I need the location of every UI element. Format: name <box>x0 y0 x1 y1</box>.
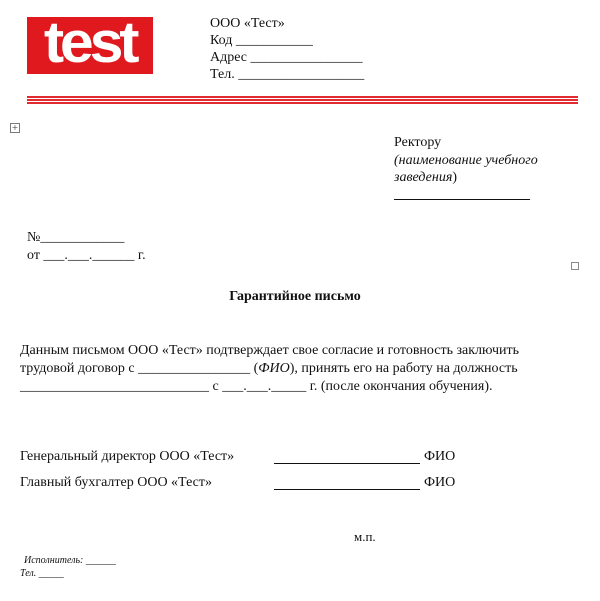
registration-number: №____________ <box>27 230 125 245</box>
signature-position-accountant: Главный бухгалтер ООО «Тест» <box>20 475 212 490</box>
executor-line: Исполнитель: ______ <box>24 555 116 566</box>
company-name: ООО «Тест» <box>210 16 285 31</box>
recipient-institution-placeholder-end: заведения) <box>394 170 457 185</box>
header-divider <box>27 96 578 105</box>
company-info <box>210 15 364 83</box>
recipient-blank-line <box>394 187 538 206</box>
document-title: Гарантийное письмо <box>229 289 361 304</box>
recipient-title: Ректору <box>394 135 442 150</box>
signature-name-director: ФИО <box>424 449 456 464</box>
recipient-block <box>394 134 538 205</box>
table-resize-handle-icon[interactable] <box>571 262 579 270</box>
signature-position-director: Генеральный директор ООО «Тест» <box>20 449 235 464</box>
signature-line-director <box>274 463 420 464</box>
company-address-line: Адрес ________________ <box>210 50 363 65</box>
company-code-line: Код ___________ <box>210 33 313 48</box>
letter-body: Данным письмом ООО «Тест» подтверждает свое согласие и готовность заключить трудовой договор с ________________ (ФИО), принять его на работу на должность ___________________________ с ___.___._____ г. (после окончания обучения). <box>20 343 519 394</box>
header-divider-line <box>27 96 578 98</box>
signature-line-accountant <box>274 489 420 490</box>
header-divider-line <box>27 102 578 104</box>
fio-placeholder: ФИО <box>258 361 290 376</box>
registration-block <box>27 229 146 264</box>
signature-name-accountant: ФИО <box>424 475 456 490</box>
stamp-placeholder: м.п. <box>354 529 376 544</box>
header-divider-line <box>27 99 578 101</box>
registration-date: от ___.___.______ г. <box>27 247 146 263</box>
executor-phone-line: Тел. _____ <box>20 568 64 579</box>
logo-text: test <box>44 17 136 74</box>
company-phone-line: Тел. __________________ <box>210 67 365 82</box>
table-move-handle-icon[interactable]: + <box>11 123 19 132</box>
company-logo <box>27 17 153 74</box>
recipient-institution-placeholder: (наименование учебного <box>394 152 538 168</box>
